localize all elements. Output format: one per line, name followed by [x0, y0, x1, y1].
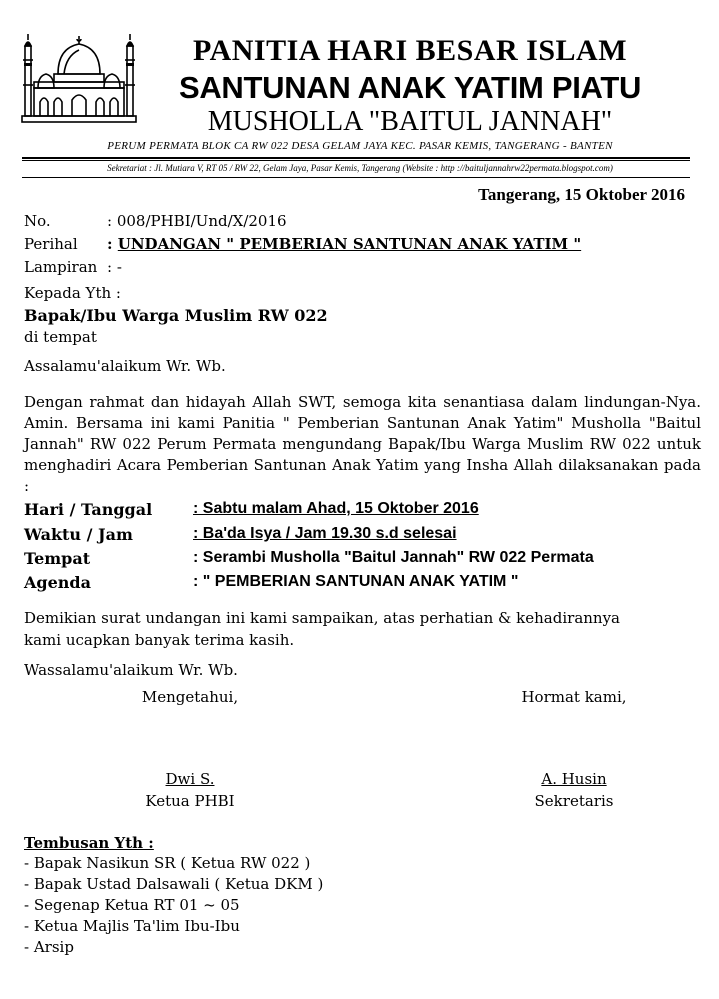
kepada-label: Kepada Yth :: [24, 284, 121, 302]
event-value-place: : Serambi Musholla "Baitul Jannah" RW 022 Permata: [193, 549, 594, 566]
tembusan-heading: Tembusan Yth :: [24, 834, 154, 852]
signature-right-name: A. Husin: [541, 770, 607, 788]
org-name-line1: PANITIA HARI BESAR ISLAM: [192, 34, 628, 67]
org-address: PERUM PERMATA BLOK CA RW 022 DESA GELAM JAYA KEC. PASAR KEMIS, TANGERANG - BANTEN: [107, 140, 613, 152]
signature-right-title: Hormat kami,: [521, 688, 627, 706]
no-label: No.: [24, 212, 51, 230]
signature-right-role: Sekretaris: [534, 792, 614, 810]
closing-line2: kami ucapkan banyak terima kasih.: [24, 631, 295, 649]
signature-left-title: Mengetahui,: [141, 688, 239, 706]
perihal-colon: :: [107, 235, 118, 253]
closing-block: [24, 607, 620, 651]
header-rule-thin: [22, 160, 690, 161]
greeting: Assalamu'alaikum Wr. Wb.: [24, 357, 226, 375]
event-value-agenda: : " PEMBERIAN SANTUNAN ANAK YATIM ": [193, 573, 519, 590]
perihal-label: Perihal: [24, 235, 78, 253]
body-paragraph: Dengan rahmat dan hidayah Allah SWT, semoga kita senantiasa dalam lindungan-Nya. Amin. Bersama ini kami Panitia " Pemberian Santunan Anak Yatim" Musholla "Baitul Jannah" RW 022 Perum Permata mengundang Bapak/Ibu Warga Muslim RW 022 untuk menghadiri Acara Pemberian Santunan Anak Yatim yang Insha Allah dilaksanakan pada :: [24, 393, 701, 495]
recipient: Bapak/Ibu Warga Muslim RW 022: [24, 306, 328, 325]
secretariat-address: Sekretariat : Jl. Mutiara V, RT 05 / RW 22, Gelam Jaya, Pasar Kemis, Tangerang (Website : http ://baituljannahrw22permata.blogspot.com): [107, 163, 613, 173]
event-label-agenda: Agenda: [24, 573, 91, 592]
tembusan-item: - Bapak Nasikun SR ( Ketua RW 022 ): [24, 854, 311, 872]
lampiran-label: Lampiran: [24, 258, 98, 276]
mosque-logo-icon: [20, 30, 138, 128]
di-tempat: di tempat: [24, 328, 97, 346]
header-rule-bottom: [22, 177, 690, 178]
event-value-time: : Ba'da Isya / Jam 19.30 s.d selesai: [193, 525, 457, 542]
event-value-date: : Sabtu malam Ahad, 15 Oktober 2016: [193, 500, 479, 517]
closing-salam: Wassalamu'alaikum Wr. Wb.: [24, 661, 238, 679]
place-date: Tangerang, 15 Oktober 2016: [478, 185, 685, 204]
tembusan-item: - Ketua Majlis Ta'lim Ibu-Ibu: [24, 917, 240, 935]
tembusan-item: - Segenap Ketua RT 01 ~ 05: [24, 896, 240, 914]
perihal-row: [107, 235, 581, 253]
no-value: : 008/PHBI/Und/X/2016: [107, 212, 287, 230]
org-name-line3: MUSHOLLA "BAITUL JANNAH": [207, 106, 613, 137]
signature-left-role: Ketua PHBI: [145, 792, 235, 810]
event-label-time: Waktu / Jam: [24, 525, 133, 544]
tembusan-item: - Arsip: [24, 938, 74, 956]
signature-left-name: Dwi S.: [165, 770, 215, 788]
org-name-line2: SANTUNAN ANAK YATIM PIATU: [178, 70, 642, 105]
lampiran-value: : -: [107, 258, 122, 276]
event-label-place: Tempat: [24, 549, 91, 568]
event-label-date: Hari / Tanggal: [24, 500, 153, 519]
header-rule-thick: [22, 157, 690, 159]
tembusan-item: - Bapak Ustad Dalsawali ( Ketua DKM ): [24, 875, 324, 893]
perihal-value: UNDANGAN " PEMBERIAN SANTUNAN ANAK YATIM ": [117, 235, 582, 253]
closing-line1: Demikian surat undangan ini kami sampaikan, atas perhatian & kehadirannya: [24, 609, 621, 627]
